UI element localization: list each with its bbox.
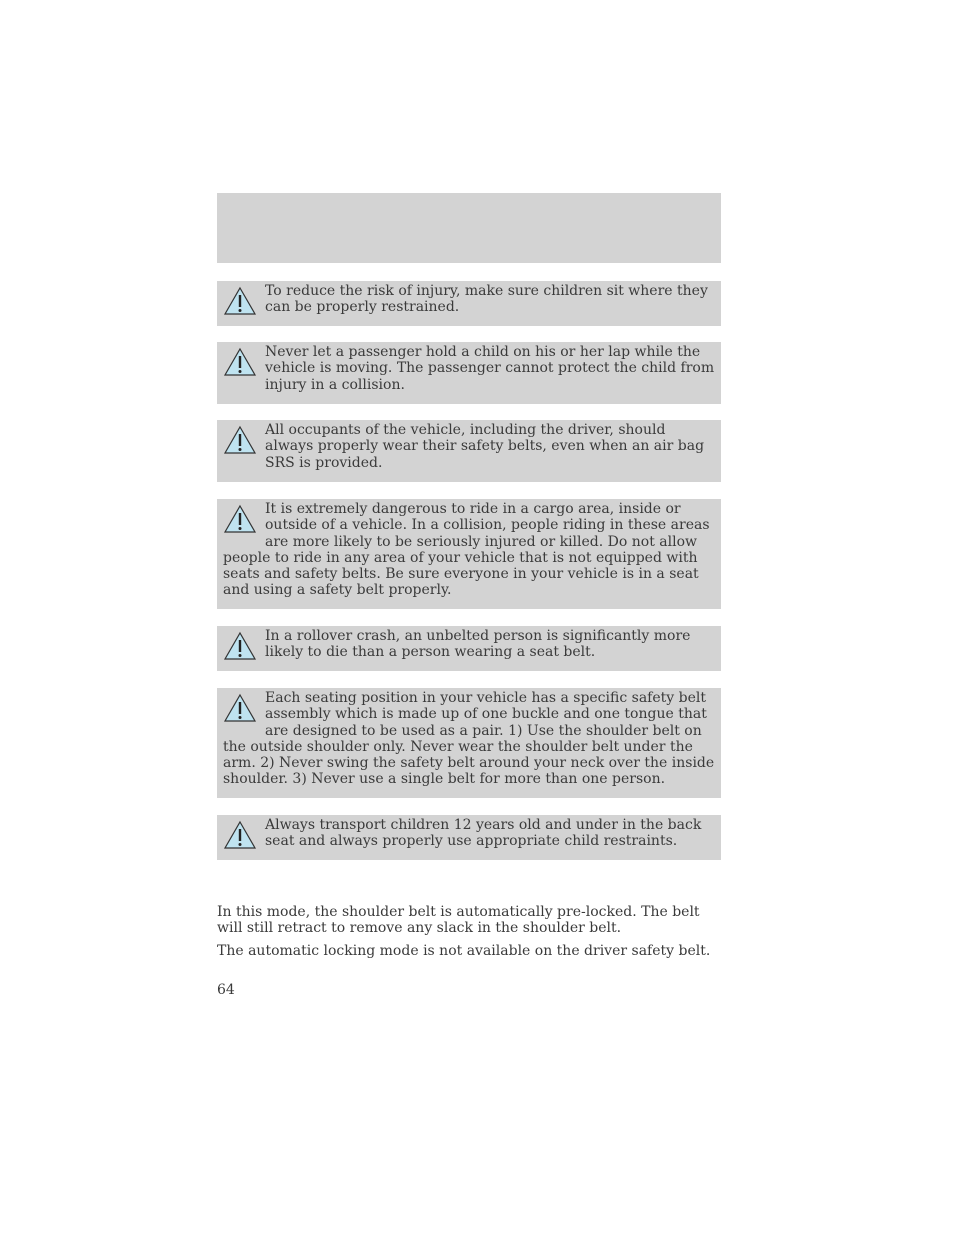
warning-text: To reduce the risk of injury, make sure children sit where they can be properly restrained. — [265, 283, 708, 316]
warning-text: Always transport children 12 years old and under in the back seat and always properly use appropriate child restraints. — [265, 817, 702, 850]
warning-triangle-icon — [223, 425, 257, 457]
warning-box — [217, 688, 721, 798]
warning-text: Each seating position in your vehicle has a specific safety belt assembly which is made up of one buckle and one tongue that are designed to be used as a pair. 1) Use the shoulder belt on the outside shoulder only. Never wear the shoulder belt under the arm. 2) Never swing the safety belt around your neck over the inside shoulder. 3) Never use a single belt for more than one person. — [223, 690, 715, 788]
body-paragraph: In this mode, the shoulder belt is automatically pre-locked. The belt will still retract to remove any slack in the shoulder belt. — [217, 904, 700, 937]
warning-triangle-icon — [223, 693, 257, 725]
warning-box — [217, 626, 721, 671]
warning-box — [217, 420, 721, 482]
warning-box — [217, 342, 721, 404]
warning-text: It is extremely dangerous to ride in a cargo area, inside or outside of a vehicle. In a collision, people riding in these areas are more likely to be seriously injured or killed. Do not allow people to ride in any area of your vehicle that is not equipped with seats and safety belts. Be sure everyone in your vehicle is in a seat and using a safety belt properly. — [223, 501, 710, 599]
warning-box — [217, 815, 721, 860]
warning-triangle-icon — [223, 286, 257, 318]
warning-text: All occupants of the vehicle, including the driver, should always properly wear their safety belts, even when an air bag SRS is provided. — [265, 422, 705, 471]
warning-triangle-icon — [223, 504, 257, 536]
page-number: 64 — [217, 982, 235, 998]
section-header-band — [217, 193, 721, 263]
warning-text: Never let a passenger hold a child on his or her lap while the vehicle is moving. The passenger cannot protect the child from injury in a collision. — [265, 344, 715, 393]
warning-triangle-icon — [223, 347, 257, 379]
warning-box — [217, 281, 721, 326]
warning-triangle-icon — [223, 820, 257, 852]
warning-triangle-icon — [223, 631, 257, 663]
body-paragraph: The automatic locking mode is not available on the driver safety belt. — [217, 943, 711, 959]
warning-box — [217, 499, 721, 609]
warning-text: In a rollover crash, an unbelted person is significantly more likely to die than a person wearing a seat belt. — [265, 628, 691, 661]
